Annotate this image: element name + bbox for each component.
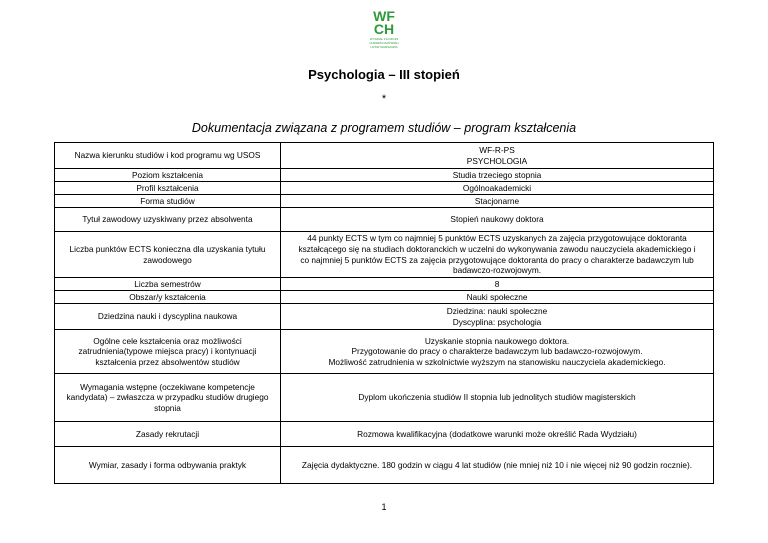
program-table — [54, 142, 714, 484]
value-line: Przygotowanie do pracy o charakterze badawczym lub badawczo-rozwojowym. — [351, 346, 643, 357]
table-row — [55, 169, 714, 182]
row-label: Forma studiów — [55, 195, 281, 208]
value-line: badawczo-rozwojowym. — [452, 265, 542, 276]
logo-graphic — [364, 8, 404, 52]
label-line: Liczba punktów ECTS konieczna dla uzyskania tytułu — [69, 243, 266, 254]
logo-letters-bottom: CH — [373, 21, 395, 37]
row-value: 8 — [281, 278, 714, 291]
value-line: kształcącego się na studiach doktoranckich w uczelni do wykonywania zawodu nauczyciela akademickiego i — [298, 243, 696, 254]
page-number: 1 — [381, 502, 387, 512]
label-line: Ogólne cele kształcenia oraz możliwości — [93, 335, 242, 346]
label-line: zawodowego — [143, 254, 192, 265]
table-row — [55, 291, 714, 304]
table-row — [55, 374, 714, 422]
table-row — [55, 195, 714, 208]
row-label: Dziedzina nauki i dyscyplina naukowa — [55, 304, 281, 330]
title-asterisk: * — [381, 93, 387, 105]
row-label: Nazwa kierunku studiów i kod programu wg USOS — [55, 143, 281, 169]
table-row — [55, 182, 714, 195]
row-value — [281, 232, 714, 278]
label-line: stopnia — [154, 402, 181, 413]
row-label — [55, 374, 281, 422]
value-line: Dyscyplina: psychologia — [452, 316, 542, 327]
table-row — [55, 330, 714, 374]
row-label — [55, 232, 281, 278]
row-value: Studia trzeciego stopnia — [281, 169, 714, 182]
table-row — [55, 232, 714, 278]
row-label: Tytuł zawodowy uzyskiwany przez absolwenta — [55, 208, 281, 232]
value-line: PSYCHOLOGIA — [466, 155, 528, 166]
row-label — [55, 330, 281, 374]
value-line: Uzyskanie stopnia naukowego doktora. — [424, 335, 570, 346]
row-label: Wymiar, zasady i forma odbywania praktyk — [55, 447, 281, 484]
logo-caption-3: UKSW WARSZAWA — [370, 45, 398, 49]
row-value: Zajęcia dydaktyczne. 180 godzin w ciągu 4 lat studiów (nie mniej niż 10 i nie więcej niż 90 godzin rocznie). — [281, 447, 714, 484]
row-label: Zasady rekrutacji — [55, 422, 281, 447]
label-line: Wymagania wstępne (oczekiwane kompetencje — [80, 381, 255, 392]
label-line: kandydata) – zwłaszcza w przypadku studiów drugiego — [66, 392, 269, 403]
label-line: zatrudnienia(typowe miejsca pracy) i kontynuacji — [78, 346, 257, 357]
row-label: Obszar/y kształcenia — [55, 291, 281, 304]
value-line: co najmniej 5 punktów ECTS za zajęcia przygotowujące doktoranta do pracy o charakterze badawczym lub — [300, 254, 694, 265]
table-row — [55, 143, 714, 169]
value-line: WF-R-PS — [479, 144, 515, 155]
row-value: Rozmowa kwalifikacyjna (dodatkowe warunki może określić Rada Wydziału) — [281, 422, 714, 447]
value-line: Możliwość zatrudnienia w szkolnictwie wyższym na stanowisku nauczyciela akademickiego. — [328, 356, 666, 367]
row-value: Stacjonarne — [281, 195, 714, 208]
document-title: Psychologia – III stopień — [308, 67, 460, 82]
row-label: Profil kształcenia — [55, 182, 281, 195]
row-value: Nauki społeczne — [281, 291, 714, 304]
table-row — [55, 422, 714, 447]
table-row — [55, 304, 714, 330]
logo-caption-2: CHRZEŚCIJAŃSKIEJ — [369, 41, 399, 45]
value-line: Dziedzina: nauki społeczne — [446, 305, 548, 316]
document-subtitle: Dokumentacja związana z programem studiów – program kształcenia — [191, 121, 577, 135]
table-row — [55, 278, 714, 291]
value-line: 44 punkty ECTS w tym co najmniej 5 punktów ECTS uzyskanych za zajęcia przygotowujące doktoranta — [307, 233, 687, 244]
label-line: kształcenia przez absolwentów studiów — [95, 356, 240, 367]
row-value — [281, 143, 714, 169]
logo-letters-top: WF — [373, 8, 395, 24]
row-value: Ogólnoakademicki — [281, 182, 714, 195]
row-value — [281, 304, 714, 330]
row-label: Poziom kształcenia — [55, 169, 281, 182]
logo-caption-1: WYDZIAŁ FILOZOFII — [369, 37, 399, 41]
table-row — [55, 208, 714, 232]
faculty-logo — [364, 8, 404, 52]
table-row — [55, 447, 714, 484]
row-value — [281, 330, 714, 374]
row-label: Liczba semestrów — [55, 278, 281, 291]
row-value: Stopień naukowy doktora — [281, 208, 714, 232]
row-value: Dyplom ukończenia studiów II stopnia lub jednolitych studiów magisterskich — [281, 374, 714, 422]
